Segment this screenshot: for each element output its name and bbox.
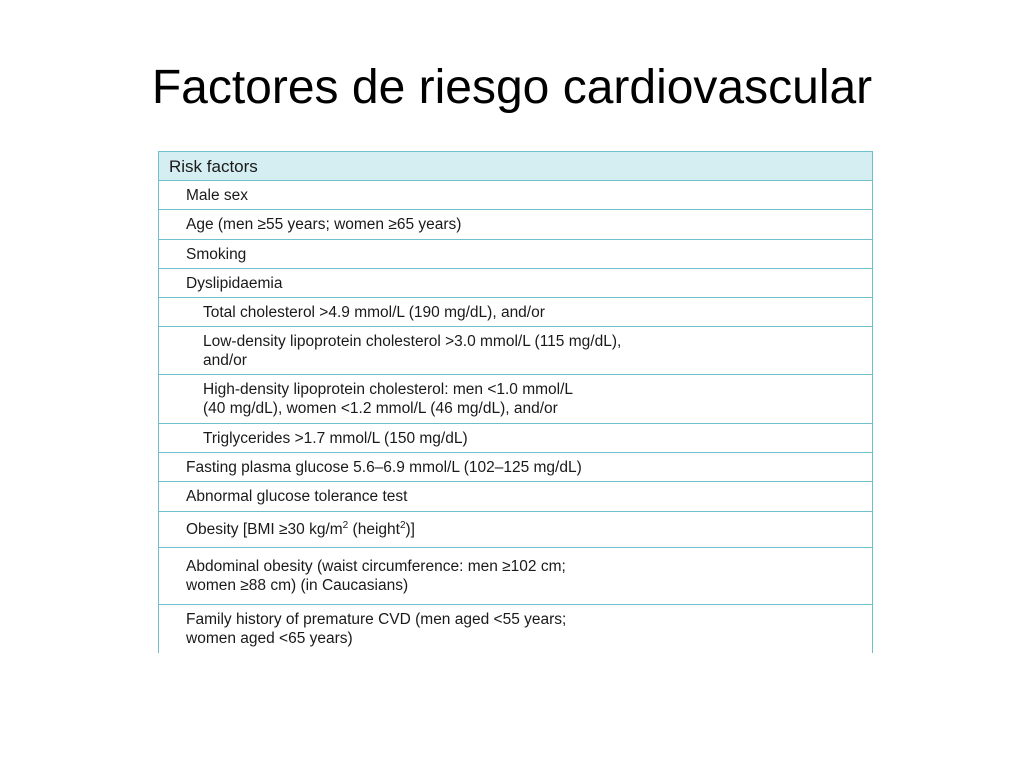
table-row-smoking xyxy=(159,240,872,269)
table-row-abdominal-obesity xyxy=(159,548,872,605)
row-text: Dyslipidaemia xyxy=(186,274,283,292)
row-text-line-2: and/or xyxy=(203,351,247,369)
row-text: Fasting plasma glucose 5.6–6.9 mmol/L (102–125 mg/dL) xyxy=(186,458,582,476)
table-row-age xyxy=(159,210,872,240)
row-text: Smoking xyxy=(186,245,247,263)
table-row-total-cholesterol xyxy=(159,298,872,327)
row-text: Male sex xyxy=(186,186,249,204)
superscript-2: 2 xyxy=(342,519,349,531)
row-text-line-1: Low-density lipoprotein cholesterol >3.0 mmol/L (115 mg/dL), xyxy=(203,332,622,350)
obesity-text-3: )] xyxy=(405,521,415,538)
table-row-obesity xyxy=(159,512,872,548)
superscript-2: 2 xyxy=(399,519,406,531)
table-row-ldl-cholesterol xyxy=(159,327,872,375)
row-text: Abnormal glucose tolerance test xyxy=(186,488,408,505)
slide-title: Factores de riesgo cardiovascular xyxy=(151,61,873,114)
table-row-fasting-glucose xyxy=(159,453,872,482)
obesity-text-2: (height xyxy=(348,521,400,538)
obesity-text-1: Obesity [BMI ≥30 kg/m xyxy=(186,521,343,538)
table-row-hdl-cholesterol xyxy=(159,375,872,424)
row-text xyxy=(186,520,872,539)
table-row-family-history xyxy=(159,605,872,653)
table-row-triglycerides xyxy=(159,424,872,453)
table-row-dyslipidaemia xyxy=(159,269,872,298)
table-row-male-sex xyxy=(159,181,872,210)
table-header: Risk factors xyxy=(159,152,872,181)
row-text-line-1: High-density lipoprotein cholesterol: men <1.0 mmol/L xyxy=(203,381,574,398)
row-text-line-2: (40 mg/dL), women <1.2 mmol/L (46 mg/dL), and/or xyxy=(203,400,558,417)
row-text-line-1: Family history of premature CVD (men aged <55 years; xyxy=(186,611,567,628)
risk-factors-table xyxy=(158,151,873,653)
row-text: Total cholesterol >4.9 mmol/L (190 mg/dL), and/or xyxy=(203,303,545,321)
table-row-glucose-tolerance xyxy=(159,482,872,512)
row-text: Triglycerides >1.7 mmol/L (150 mg/dL) xyxy=(203,429,468,447)
row-text-line-2: women aged <65 years) xyxy=(186,630,353,647)
row-text-line-1: Abdominal obesity (waist circumference: men ≥102 cm; xyxy=(186,558,566,575)
row-text-line-2: women ≥88 cm) (in Caucasians) xyxy=(186,577,409,594)
row-text: Age (men ≥55 years; women ≥65 years) xyxy=(186,216,462,233)
